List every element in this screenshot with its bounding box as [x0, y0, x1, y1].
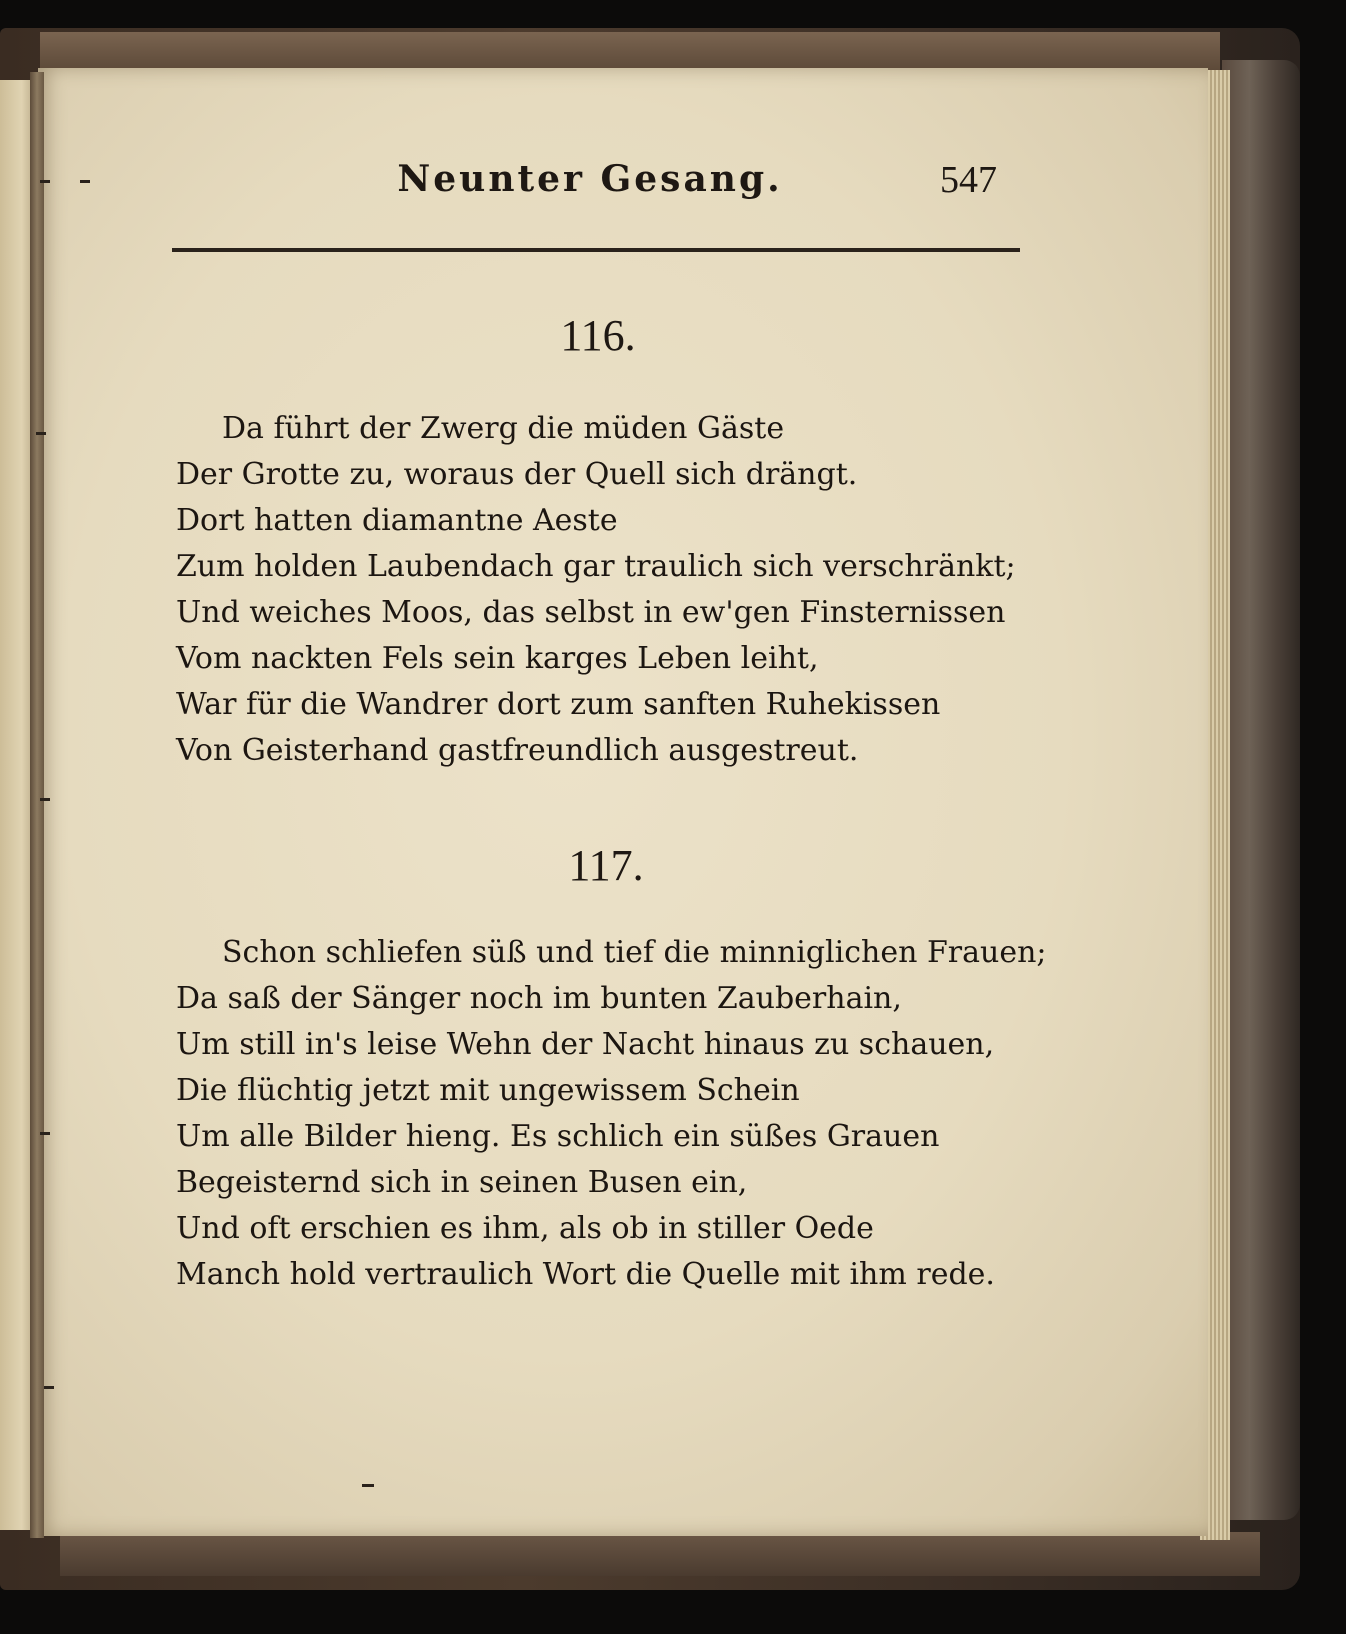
- header-rule: [172, 248, 1020, 252]
- margin-mark: [40, 798, 50, 801]
- stanza-116: [176, 406, 1036, 774]
- verse-line: Dort hatten diamantne Aeste: [176, 503, 618, 538]
- margin-mark: [40, 1132, 50, 1135]
- verse-line: War für die Wandrer dort zum sanften Ruhekissen: [176, 687, 941, 722]
- verse-line: Von Geisterhand gastfreundlich ausgestreut.: [176, 733, 859, 768]
- margin-mark: [36, 432, 46, 435]
- verse-line: Da führt der Zwerg die müden Gäste: [222, 411, 785, 446]
- stanza-number: 116.: [560, 311, 636, 360]
- margin-mark: [40, 180, 50, 183]
- margin-mark: [44, 1386, 54, 1389]
- verse-line: Zum holden Laubendach gar traulich sich verschränkt;: [176, 549, 1016, 584]
- verse-line: Um alle Bilder hieng. Es schlich ein süßes Grauen: [176, 1119, 940, 1154]
- verse-line: Schon schliefen süß und tief die minniglichen Frauen;: [222, 935, 1047, 970]
- cover-bottom-edge: [60, 1532, 1260, 1576]
- stanza-number: 117.: [568, 841, 644, 890]
- verse-line: Der Grotte zu, woraus der Quell sich drängt.: [176, 457, 858, 492]
- cover-right-edge: [1222, 60, 1300, 1520]
- verse-line: Manch hold vertraulich Wort die Quelle mit ihm rede.: [176, 1257, 995, 1292]
- verse-line: Vom nackten Fels sein karges Leben leiht,: [176, 641, 819, 676]
- verse-line: Die flüchtig jetzt mit ungewissem Schein: [176, 1073, 800, 1108]
- book-gutter: [30, 72, 44, 1538]
- margin-mark: [80, 180, 90, 183]
- page-number: 547: [940, 159, 997, 201]
- bottom-mark: [362, 1484, 374, 1487]
- book-page: [38, 68, 1208, 1536]
- verse-line: Um still in's leise Wehn der Nacht hinaus zu schauen,: [176, 1027, 995, 1062]
- running-title: Neunter Gesang.: [397, 158, 783, 200]
- verse-line: Und weiches Moos, das selbst in ew'gen Finsternissen: [176, 595, 1006, 630]
- verse-line: Begeisternd sich in seinen Busen ein,: [176, 1165, 748, 1200]
- cover-top-edge: [40, 32, 1220, 70]
- verse-line: Da saß der Sänger noch im bunten Zauberhain,: [176, 981, 902, 1016]
- verse-line: Und oft erschien es ihm, als ob in stiller Oede: [176, 1211, 874, 1246]
- stanza-117: [176, 930, 1047, 1298]
